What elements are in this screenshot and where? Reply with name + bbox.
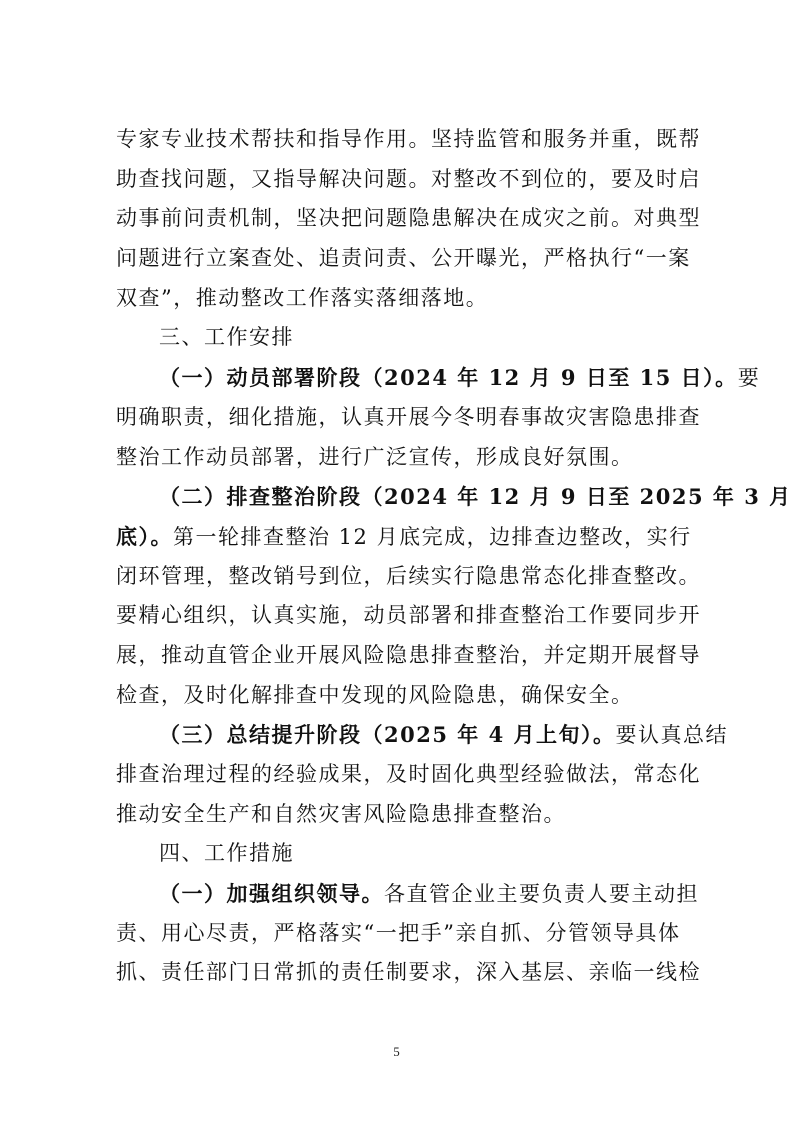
paragraph-line: 明确职责，细化措施，认真开展今冬明春事故灾害隐患排查 (116, 404, 701, 429)
paragraph-line: 问题进行立案查处、追责问责、公开曝光，严格执行“一案 (116, 246, 691, 271)
subsection-2-title: （二）排查整治阶段（2024 年 12 月 9 日至 2025 年 3 月 (159, 484, 792, 510)
paragraph-line: 推动安全生产和自然灾害风险隐患排查整治。 (116, 801, 566, 826)
subsection-1-title: （一）动员部署阶段（2024 年 12 月 9 日至 15 日）。 (159, 365, 738, 391)
page-number: 5 (393, 1044, 400, 1059)
paragraph-line: 双查”，推动整改工作落实落细落地。 (116, 285, 489, 310)
paragraph-line: 助查找问题，又指导解决问题。对整改不到位的，要及时启 (116, 166, 701, 191)
subsection-2-line (116, 517, 692, 557)
subsection-2-title-end: 底）。 (116, 523, 173, 549)
paragraph-line: 要精心组织，认真实施，动员部署和排查整治工作要同步开 (116, 603, 701, 628)
subsection-1-text: 要 (737, 366, 761, 391)
body-text (116, 120, 792, 993)
paragraph-line: 整治工作动员部署，进行广泛宣传，形成良好氛围。 (116, 444, 634, 469)
paragraph-line: 责、用心尽责，严格落实“一把手”亲自抓、分管领导具体 (116, 920, 681, 945)
measure-1-title: （一）加强组织领导。 (159, 881, 384, 907)
subsection-3-text: 要认真总结 (615, 723, 728, 748)
subsection-1-line (116, 358, 761, 398)
subsection-2-text: 第一轮排查整治 12 月底完成，边排查边整改，实行 (173, 524, 692, 549)
paragraph-line: 闭环管理，整改销号到位，后续实行隐患常态化排查整改。 (116, 563, 701, 588)
paragraph-line: 动事前问责机制，坚决把问题隐患解决在成灾之前。对典型 (116, 206, 701, 231)
measure-1-text: 各直管企业主要负责人要主动担 (384, 882, 699, 907)
paragraph-line: 展，推动直管企业开展风险隐患排查整治，并定期开展督导 (116, 642, 701, 667)
subsection-3-line (116, 715, 728, 755)
measure-1-line (116, 874, 699, 914)
paragraph-line: 专家专业技术帮扶和指导作用。坚持监管和服务并重，既帮 (116, 127, 701, 151)
section-heading-4: 四、工作措施 (159, 841, 294, 866)
paragraph-line: 排查治理过程的经验成果，及时固化典型经验做法，常态化 (116, 762, 701, 786)
paragraph-line: 抓、责任部门日常抓的责任制要求，深入基层、亲临一线检 (116, 960, 701, 985)
subsection-3-title: （三）总结提升阶段（2025 年 4 月上旬）。 (159, 722, 616, 748)
section-heading-3: 三、工作安排 (159, 325, 294, 350)
paragraph-line: 检查，及时化解排查中发现的风险隐患，确保安全。 (116, 682, 634, 707)
